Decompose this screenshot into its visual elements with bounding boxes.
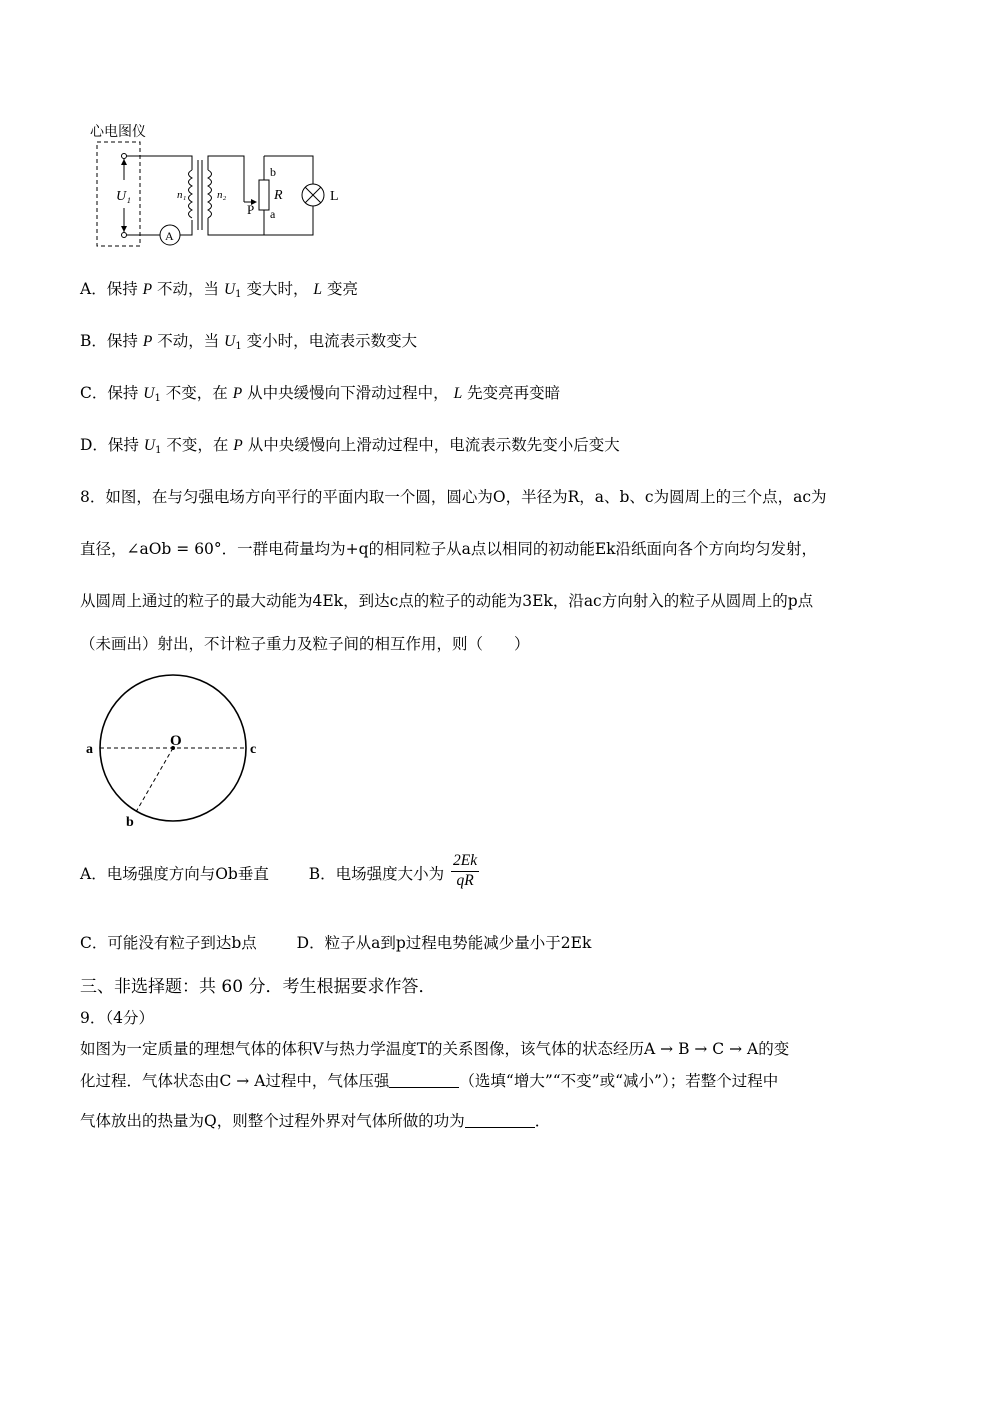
device-label: 心电图仪 [90, 125, 146, 140]
q7-option-c: C．保持 $U_1$ 不变，在 P 从中央缓慢向下滑动过程中， L 先变亮再变暗 [80, 384, 561, 404]
label-a: a [86, 742, 93, 757]
q8-option-b: B．电场强度大小为 [308, 865, 445, 884]
q9-line-3: 气体放出的热量为Q，则整个过程外界对气体所做的功为 ． [80, 1112, 551, 1130]
a-label: a [270, 207, 276, 221]
label-b: b [126, 815, 134, 830]
circle-figure [80, 668, 280, 838]
p-label: P [247, 202, 255, 217]
label-c: c [250, 742, 257, 757]
label-o: O [170, 733, 182, 749]
q8-option-d: D．粒子从a到p过程电势能减少量小于2Ek [296, 934, 592, 952]
q7-option-a: A．保持 P 不动，当 $U_1$ 变大时， L 变亮 [80, 280, 358, 300]
lamp-label: L [330, 189, 339, 204]
q9-header: 9．（4分） [80, 1009, 154, 1027]
fraction: $\frac{2Ek}{qR}$ [453, 852, 478, 889]
q8-options-cd [80, 934, 591, 953]
answer-blank-1[interactable] [389, 1073, 459, 1088]
circuit-diagram [80, 118, 440, 258]
r-label: R [274, 188, 283, 203]
section-heading: 三、非选择题：共 60 分．考生根据要求作答． [80, 977, 436, 997]
n1-label: n₁ [177, 189, 187, 201]
q8-options-ab [80, 852, 479, 894]
q8-line-1: 8．如图，在与匀强电场方向平行的平面内取一个圆，圆心为O，半径为R，a、b、c为圆周上的三个点，ac为 [80, 488, 827, 506]
q7-option-b: B．保持 P 不动，当 $U_1$ 变小时，电流表示数变大 [80, 332, 418, 352]
rheostat [259, 180, 269, 210]
ammeter-label: A [165, 229, 174, 243]
q7-option-d: D．保持 $U_1$ 不变，在 P 从中央缓慢向上滑动过程中，电流表示数先变小后变大 [80, 436, 620, 456]
q9-line-1: 如图为一定质量的理想气体的体积V与热力学温度T的关系图像，该气体的状态经历A → B → C → A的变 [80, 1040, 790, 1058]
q8-line-2: 直径，∠aOb = 60°．一群电荷量均为+q的相同粒子从a点以相同的初动能Ek沿纸面向各个方向均匀发射， [80, 540, 818, 558]
q9-line-2: 化过程．气体状态由C → A过程中，气体压强 （选填“增大”“不变”或“减小”）；若整个过程中 [80, 1072, 779, 1090]
q8-option-c: C．可能没有粒子到达b点 [80, 934, 257, 952]
answer-blank-2[interactable] [465, 1113, 535, 1128]
q8-option-a: A．电场强度方向与Ob垂直 [80, 865, 269, 884]
n2-label: n₂ [217, 189, 227, 201]
q8-line-4: （未画出）射出，不计粒子重力及粒子间的相互作用，则（ ） [80, 635, 530, 653]
q8-line-3: 从圆周上通过的粒子的最大动能为4Ek，到达c点的粒子的动能为3Ek，沿ac方向射入的粒子从圆周上的p点 [80, 592, 814, 610]
b-label: b [270, 165, 276, 179]
u1-label: U₁ [116, 189, 131, 204]
